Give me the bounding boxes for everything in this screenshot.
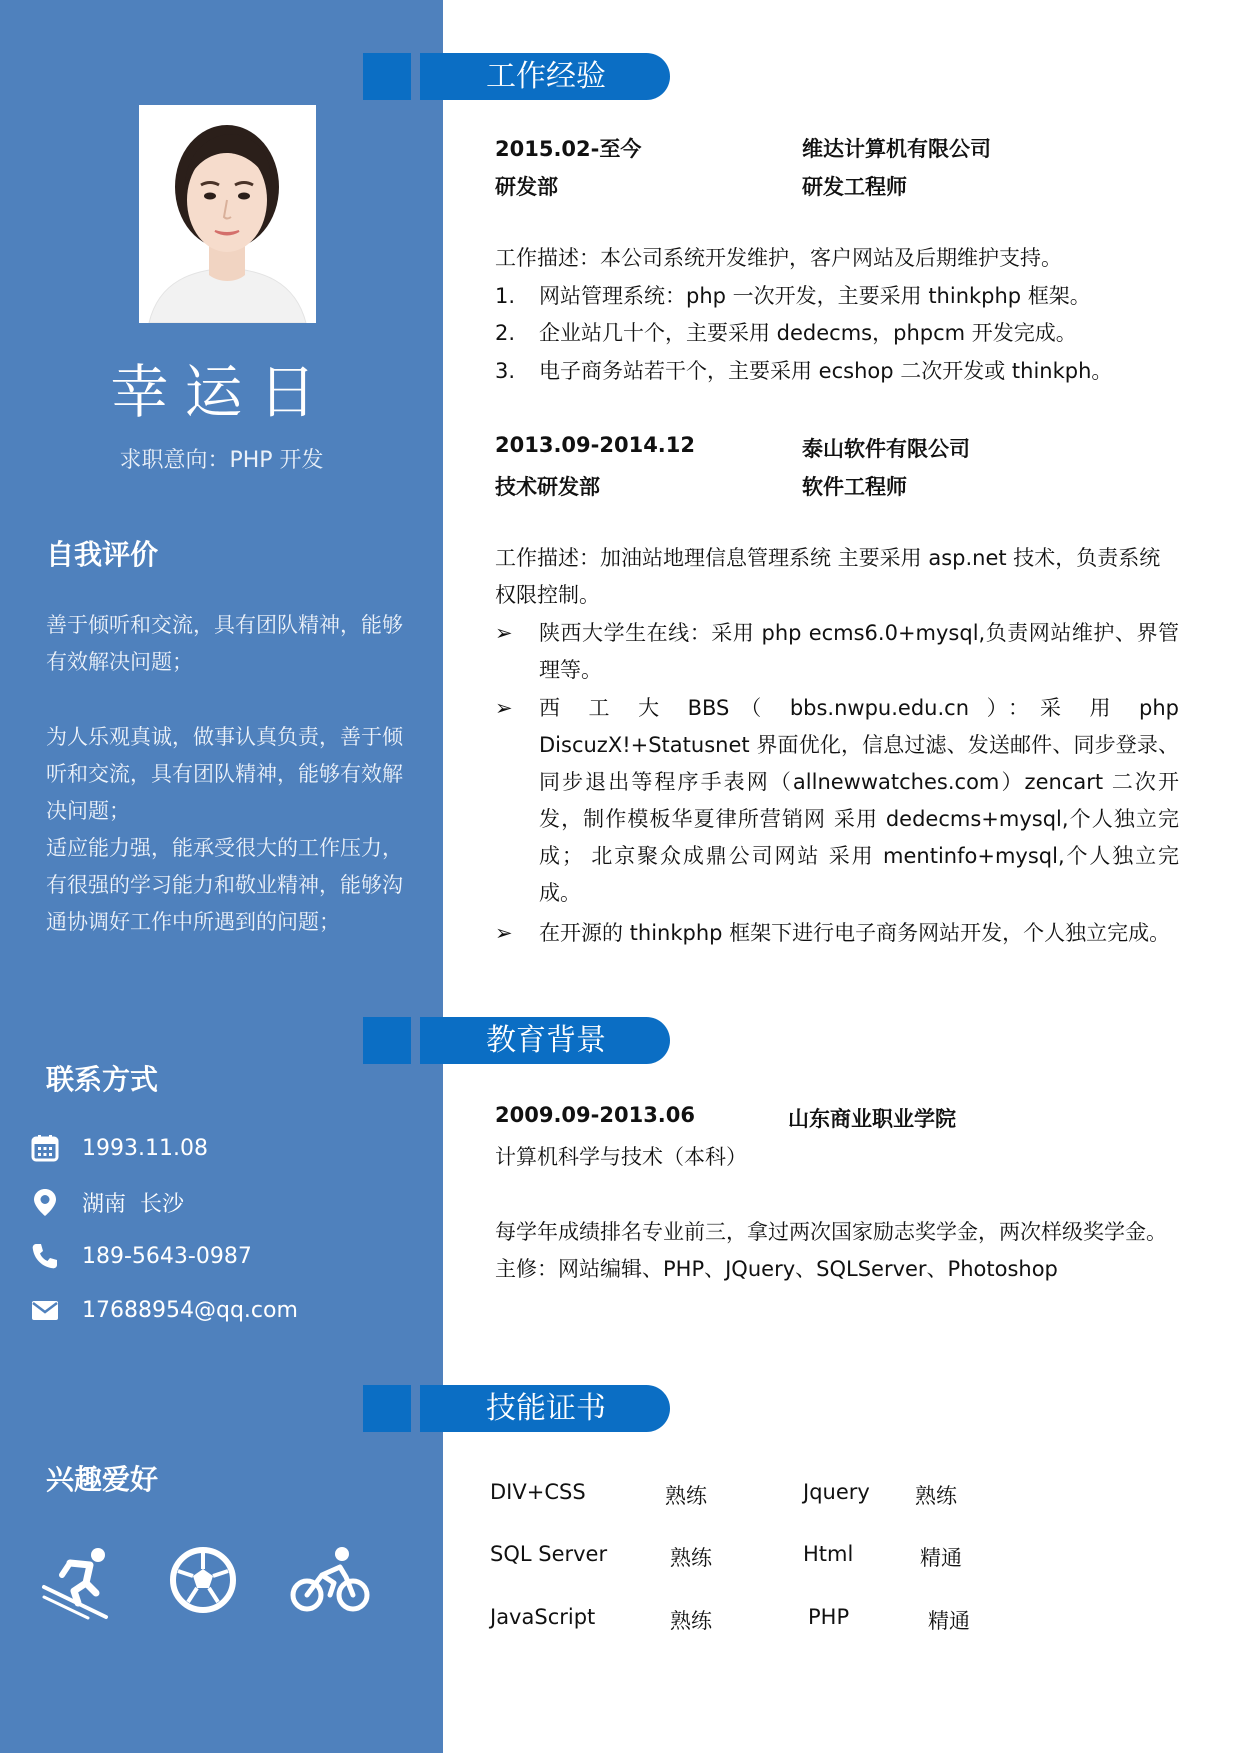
self-eval-heading: 自我评价	[46, 538, 159, 571]
calendar-icon	[30, 1133, 60, 1163]
job-item-text: 在开源的 thinkphp 框架下进行电子商务网站开发，个人独立完成。	[539, 921, 1171, 945]
job-title: 研发工程师	[802, 175, 907, 199]
profile-photo	[139, 105, 316, 323]
job-item-text: 电子商务站若干个，主要采用 ecshop 二次开发或 thinkph。	[539, 359, 1113, 383]
contact-email	[30, 1292, 298, 1328]
contact-phone	[30, 1238, 252, 1274]
education-heading: 教育背景	[420, 1017, 670, 1064]
self-eval-paragraph: 适应能力强，能承受很大的工作压力，有很强的学习能力和敬业精神，能够沟通协调好工作中所遇到的问题；	[46, 836, 403, 934]
skill-level: 熟练	[670, 1546, 712, 1570]
job-desc: 工作描述：加油站地理信息管理系统 主要采用 asp.net 技术，负责系统权限控制。	[495, 546, 1161, 607]
job-item-text: 网站管理系统：php 一次开发，主要采用 thinkphp 框架。	[539, 284, 1091, 308]
location-text: 湖南 长沙	[82, 1191, 184, 1217]
job-item-text: 陕西大学生在线：采用 php ecms6.0+mysql,负责网站维护、界管理等。	[539, 621, 1179, 682]
skill-level: 精通	[928, 1609, 970, 1633]
skill-level: 熟练	[915, 1484, 957, 1508]
job-period: 2013.09-2014.12	[495, 433, 696, 457]
job-company: 维达计算机有限公司	[802, 137, 991, 161]
skill-level: 熟练	[670, 1609, 712, 1633]
skill-name: Jquery	[803, 1480, 870, 1504]
work-heading: 工作经验	[420, 53, 670, 100]
job-desc: 工作描述：本公司系统开发维护，客户网站及后期维护支持。	[495, 246, 1062, 270]
skills-header-block	[363, 1385, 411, 1432]
job-item-marker: 3.	[495, 359, 516, 383]
soccer-ball-icon	[168, 1545, 238, 1615]
self-eval-paragraph: 为人乐观真诚，做事认真负责，善于倾听和交流，具有团队精神，能够有效解决问题；	[46, 725, 403, 823]
job-item-text: 西 工 大 BBS（ bbs.nwpu.edu.cn ）：采 用 php DiscuzX!+Statusnet 界面优化，信息过滤、发送邮件、同步登录、同步退出等程序手表网（allnewwatches.com）zencart 二次开发，制作模板华夏律所营销网 采用 dedecms+mysql,个人独立完成； 北京聚众成鼎公司网站 采用 mentinfo+mysql,个人独立完成。	[539, 696, 1179, 905]
email-text: 17688954@qq.com	[82, 1297, 298, 1323]
mail-icon	[30, 1295, 60, 1325]
skill-level: 熟练	[665, 1484, 707, 1508]
job-intent: 求职意向：PHP 开发	[119, 448, 324, 473]
job-period: 2015.02-至今	[495, 137, 642, 161]
edu-courses: 主修：网站编辑、PHP、JQuery、SQLServer、Photoshop	[495, 1257, 1058, 1281]
edu-header-block	[363, 1017, 411, 1064]
edu-achievement: 每学年成绩排名专业前三，拿过两次国家励志奖学金，两次样级奖学金。	[495, 1220, 1167, 1244]
skiing-icon	[40, 1545, 115, 1620]
skill-name: JavaScript	[490, 1605, 596, 1629]
cycling-icon	[290, 1545, 370, 1615]
skill-name: PHP	[808, 1605, 850, 1629]
skills-heading: 技能证书	[420, 1385, 670, 1432]
job-item-text: 企业站几十个，主要采用 dedecms，phpcm 开发完成。	[539, 321, 1077, 345]
skill-name: DIV+CSS	[490, 1480, 586, 1504]
location-pin-icon	[30, 1187, 60, 1217]
job-title: 软件工程师	[802, 475, 907, 499]
job-item-marker: 2.	[495, 321, 516, 345]
contact-location	[30, 1184, 184, 1220]
contact-birthday	[30, 1130, 208, 1166]
candidate-name: 幸运日	[110, 358, 333, 426]
job-item-marker: ➢	[495, 621, 513, 645]
skill-level: 精通	[920, 1546, 962, 1570]
self-eval-paragraph: 善于倾听和交流，具有团队精神，能够有效解决问题；	[46, 613, 403, 674]
hobbies-heading: 兴趣爱好	[46, 1463, 159, 1496]
edu-school: 山东商业职业学院	[788, 1107, 956, 1131]
phone-text: 189-5643-0987	[82, 1243, 252, 1269]
job-item-marker: ➢	[495, 921, 513, 945]
job-dept: 研发部	[495, 175, 558, 199]
job-item-marker: 1.	[495, 284, 516, 308]
work-header-block	[363, 53, 411, 100]
edu-period: 2009.09-2013.06	[495, 1103, 696, 1127]
contact-heading: 联系方式	[46, 1063, 159, 1096]
job-item-marker: ➢	[495, 696, 513, 720]
skill-name: SQL Server	[490, 1542, 608, 1566]
job-company: 泰山软件有限公司	[802, 437, 970, 461]
birthday-text: 1993.11.08	[82, 1135, 208, 1161]
skill-name: Html	[803, 1542, 854, 1566]
edu-major: 计算机科学与技术（本科）	[495, 1145, 747, 1169]
phone-icon	[30, 1241, 60, 1271]
job-dept: 技术研发部	[495, 475, 600, 499]
